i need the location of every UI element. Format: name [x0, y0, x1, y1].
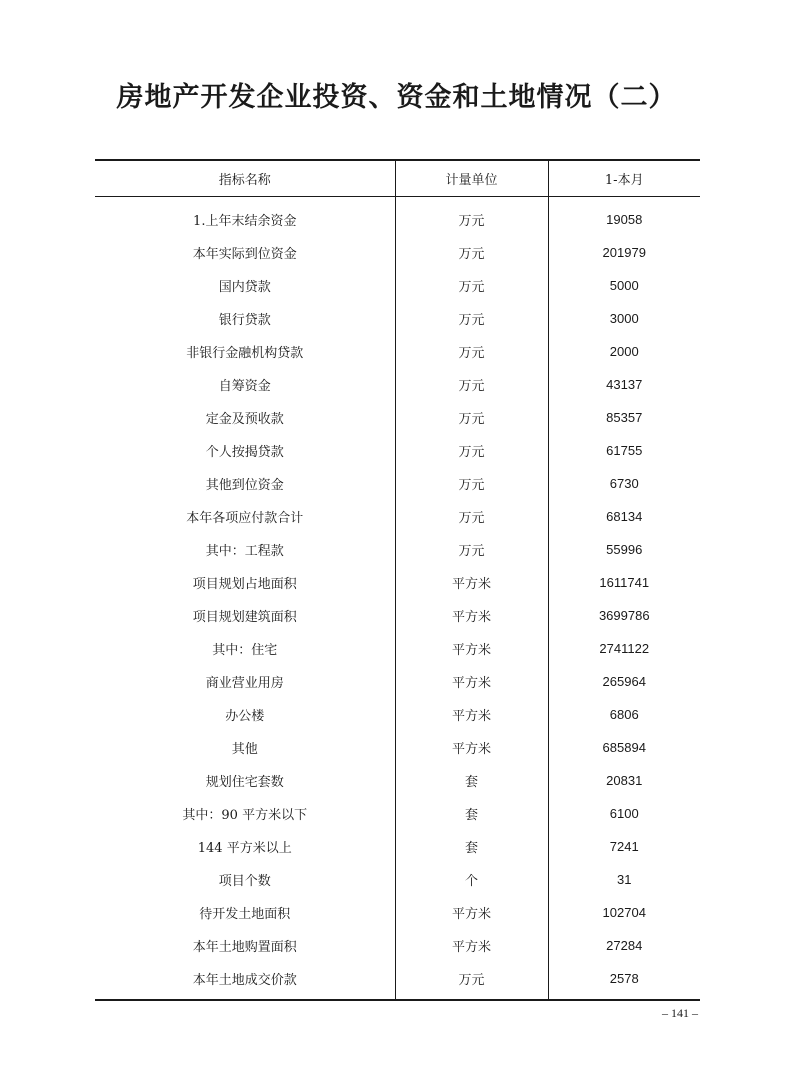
row-unit: 个	[395, 863, 548, 896]
table-row	[95, 335, 700, 368]
row-value: 5000	[548, 269, 700, 302]
row-value: 19058	[548, 197, 700, 237]
row-value: 68134	[548, 500, 700, 533]
page-number: – 141 –	[662, 1006, 698, 1020]
row-indicator-name: 项目规划建筑面积	[192, 610, 297, 625]
header-indicator-name: 指标名称	[95, 160, 395, 197]
row-unit: 万元	[395, 197, 548, 237]
row-value: 2578	[548, 962, 700, 1000]
row-unit: 万元	[395, 401, 548, 434]
statistics-table	[95, 159, 700, 1001]
row-unit: 万元	[395, 368, 548, 401]
row-unit: 套	[395, 830, 548, 863]
row-indicator-name: 其中：住宅	[212, 643, 278, 658]
row-value: 6806	[548, 698, 700, 731]
row-value: 27284	[548, 929, 700, 962]
row-value: 2741122	[548, 632, 700, 665]
table-row	[95, 302, 700, 335]
row-value: 1611741	[548, 566, 700, 599]
row-unit: 万元	[395, 533, 548, 566]
row-indicator-name: 自筹资金	[218, 379, 271, 394]
row-value: 265964	[548, 665, 700, 698]
row-indicator-name: 其他到位资金	[205, 478, 284, 493]
table-row	[95, 500, 700, 533]
row-unit: 万元	[395, 467, 548, 500]
row-unit: 套	[395, 797, 548, 830]
table-row	[95, 863, 700, 896]
row-unit: 万元	[395, 335, 548, 368]
table-row	[95, 236, 700, 269]
row-unit: 万元	[395, 500, 548, 533]
row-unit: 平方米	[395, 632, 548, 665]
row-value: 55996	[548, 533, 700, 566]
row-indicator-name: 本年实际到位资金	[192, 247, 297, 262]
table-row	[95, 401, 700, 434]
row-unit: 平方米	[395, 566, 548, 599]
table-row	[95, 197, 700, 237]
table-row	[95, 764, 700, 797]
table-header-row	[95, 160, 700, 197]
row-indicator-name: 国内贷款	[218, 280, 271, 295]
table-row	[95, 797, 700, 830]
row-unit: 万元	[395, 962, 548, 1000]
table-row	[95, 698, 700, 731]
table-body	[95, 197, 700, 1001]
row-unit: 平方米	[395, 665, 548, 698]
row-indicator-name: 商业营业用房	[205, 676, 284, 691]
row-indicator-name: 项目个数	[218, 874, 271, 889]
table-row	[95, 566, 700, 599]
table-row	[95, 731, 700, 764]
row-unit: 套	[395, 764, 548, 797]
row-value: 61755	[548, 434, 700, 467]
row-value: 43137	[548, 368, 700, 401]
row-value: 102704	[548, 896, 700, 929]
row-unit: 万元	[395, 434, 548, 467]
table-row	[95, 962, 700, 1000]
row-indicator-name: 银行贷款	[218, 313, 271, 328]
row-indicator-name: 定金及预收款	[205, 412, 284, 427]
row-value: 20831	[548, 764, 700, 797]
row-indicator-name: 个人按揭贷款	[205, 445, 284, 460]
table-row	[95, 368, 700, 401]
row-value: 6730	[548, 467, 700, 500]
row-value: 85357	[548, 401, 700, 434]
table-row	[95, 269, 700, 302]
table-row	[95, 665, 700, 698]
row-value: 201979	[548, 236, 700, 269]
table-row	[95, 929, 700, 962]
row-value: 6100	[548, 797, 700, 830]
table-row	[95, 533, 700, 566]
row-unit: 平方米	[395, 599, 548, 632]
row-indicator-name: 非银行金融机构贷款	[186, 346, 304, 361]
row-indicator-name: 其中：工程款	[205, 544, 284, 559]
row-indicator-name: 项目规划占地面积	[192, 577, 297, 592]
row-unit: 万元	[395, 302, 548, 335]
row-indicator-name: 办公楼	[225, 709, 265, 724]
row-indicator-name: 1.上年末结余资金	[193, 214, 297, 229]
header-period-value: 1-本月	[548, 160, 700, 197]
row-value: 31	[548, 863, 700, 896]
page-title: 房地产开发企业投资、资金和土地情况（二）	[116, 82, 677, 113]
row-indicator-name: 待开发土地面积	[199, 907, 291, 922]
header-unit: 计量单位	[395, 160, 548, 197]
row-unit: 平方米	[395, 731, 548, 764]
row-value: 2000	[548, 335, 700, 368]
row-unit: 平方米	[395, 929, 548, 962]
row-indicator-name: 144 平方米以上	[197, 841, 292, 856]
row-indicator-name: 其他	[231, 742, 258, 757]
table-row	[95, 830, 700, 863]
row-unit: 万元	[395, 269, 548, 302]
row-indicator-name: 本年土地成交价款	[192, 973, 297, 988]
table-row	[95, 632, 700, 665]
row-indicator-name: 本年土地购置面积	[192, 940, 297, 955]
row-indicator-name: 其中：90 平方米以下	[182, 808, 308, 823]
row-unit: 平方米	[395, 896, 548, 929]
table-row	[95, 434, 700, 467]
row-value: 685894	[548, 731, 700, 764]
table-row	[95, 599, 700, 632]
row-value: 3699786	[548, 599, 700, 632]
row-indicator-name: 本年各项应付款合计	[186, 511, 304, 526]
row-value: 7241	[548, 830, 700, 863]
row-indicator-name: 规划住宅套数	[205, 775, 284, 790]
table-row	[95, 896, 700, 929]
row-unit: 万元	[395, 236, 548, 269]
row-unit: 平方米	[395, 698, 548, 731]
row-value: 3000	[548, 302, 700, 335]
table-row	[95, 467, 700, 500]
